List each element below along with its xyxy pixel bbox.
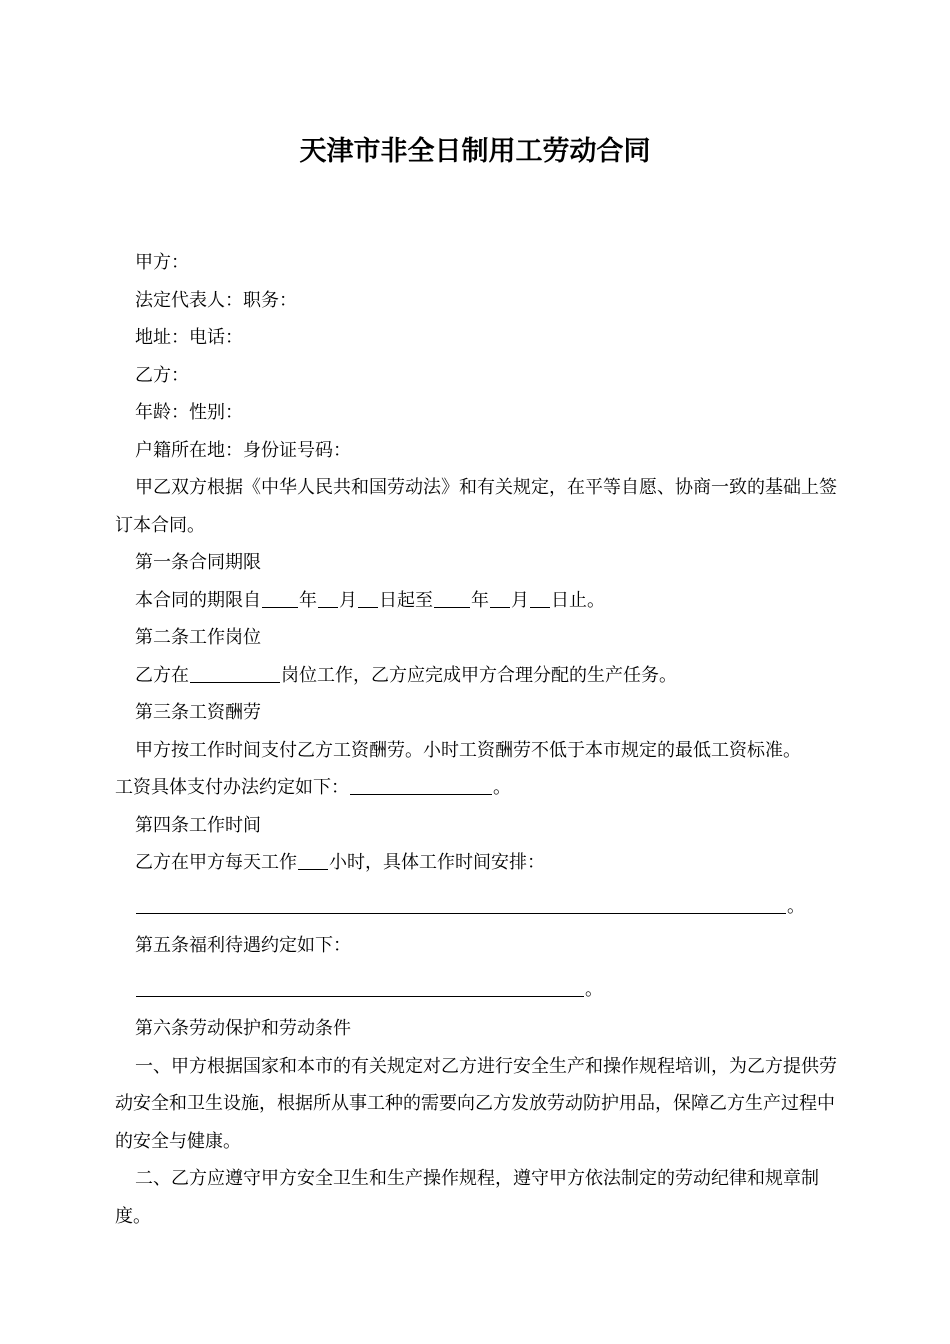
payment-text: 工资具体支付办法约定如下： [115, 777, 349, 798]
blank-schedule [136, 895, 786, 914]
blank-payment-method [350, 776, 492, 795]
blank-start-year [262, 589, 298, 608]
article-5-benefits-line [115, 965, 840, 1011]
hours-text-start: 乙方在甲方每天工作 [135, 852, 297, 873]
article-6-item-2: 二、乙方应遵守甲方安全卫生和生产操作规程，遵守甲方依法制定的劳动纪律和规章制度。 [115, 1168, 819, 1227]
blank-end-year [434, 589, 470, 608]
address-line: 地址：电话： [135, 327, 243, 348]
article-6-item-1: 一、甲方根据国家和本市的有关规定对乙方进行安全生产和操作规程培训，为乙方提供劳动安全和卫生设施，根据所从事工种的需要向乙方发放劳动防护用品，保障乙方生产过程中的安全与健康。 [115, 1055, 837, 1152]
schedule-end: 。 [787, 895, 805, 917]
article-1-term [115, 582, 840, 620]
article-4-schedule-line [115, 882, 840, 928]
blank-position [190, 664, 280, 683]
article-4-title: 第四条工作时间 [135, 814, 261, 836]
benefits-end: 。 [585, 978, 603, 1000]
intro-paragraph: 甲乙双方根据《中华人民共和国劳动法》和有关规定，在平等自愿、协商一致的基础上签订本合同。 [115, 477, 837, 536]
legal-rep-line: 法定代表人：职务： [135, 289, 297, 311]
payment-end: 。 [493, 777, 511, 798]
article-5-title: 第五条福利待遇约定如下： [135, 935, 351, 956]
term-text-start: 本合同的期限自 [135, 589, 261, 611]
blank-end-day [530, 589, 550, 608]
term-text-year-2: 年 [471, 589, 489, 611]
blank-start-day [358, 589, 378, 608]
article-6-title: 第六条劳动保护和劳动条件 [135, 1018, 351, 1039]
party-a-line: 甲方： [135, 252, 189, 273]
term-text-month-2: 月 [511, 589, 529, 611]
term-text-until: 日起至 [379, 589, 433, 611]
article-3-title: 第三条工资酬劳 [135, 702, 261, 723]
household-line: 户籍所在地：身份证号码： [135, 439, 351, 461]
article-1-title: 第一条合同期限 [135, 552, 261, 573]
article-2-title: 第二条工作岗位 [135, 627, 261, 648]
article-3-wage: 甲方按工作时间支付乙方工资酬劳。小时工资酬劳不低于本市规定的最低工资标准。 [135, 739, 801, 761]
position-text-start: 乙方在 [135, 664, 189, 686]
position-text-end: 岗位工作，乙方应完成甲方合理分配的生产任务。 [281, 664, 677, 686]
age-gender-line: 年龄：性别： [135, 402, 243, 423]
article-3-payment [115, 769, 840, 807]
blank-hours [298, 851, 328, 870]
document-body [115, 244, 840, 1235]
term-text-month: 月 [339, 589, 357, 611]
party-b-line: 乙方： [135, 364, 189, 386]
term-text-end: 日止。 [551, 589, 605, 611]
article-2-position [115, 657, 840, 695]
blank-benefits [136, 978, 584, 997]
document-title: 天津市非全日制用工劳动合同 [299, 136, 651, 167]
blank-start-month [318, 589, 338, 608]
term-text-year: 年 [299, 589, 317, 611]
blank-end-month [490, 589, 510, 608]
article-4-hours [115, 844, 840, 882]
hours-text-end: 小时，具体工作时间安排： [329, 852, 545, 873]
